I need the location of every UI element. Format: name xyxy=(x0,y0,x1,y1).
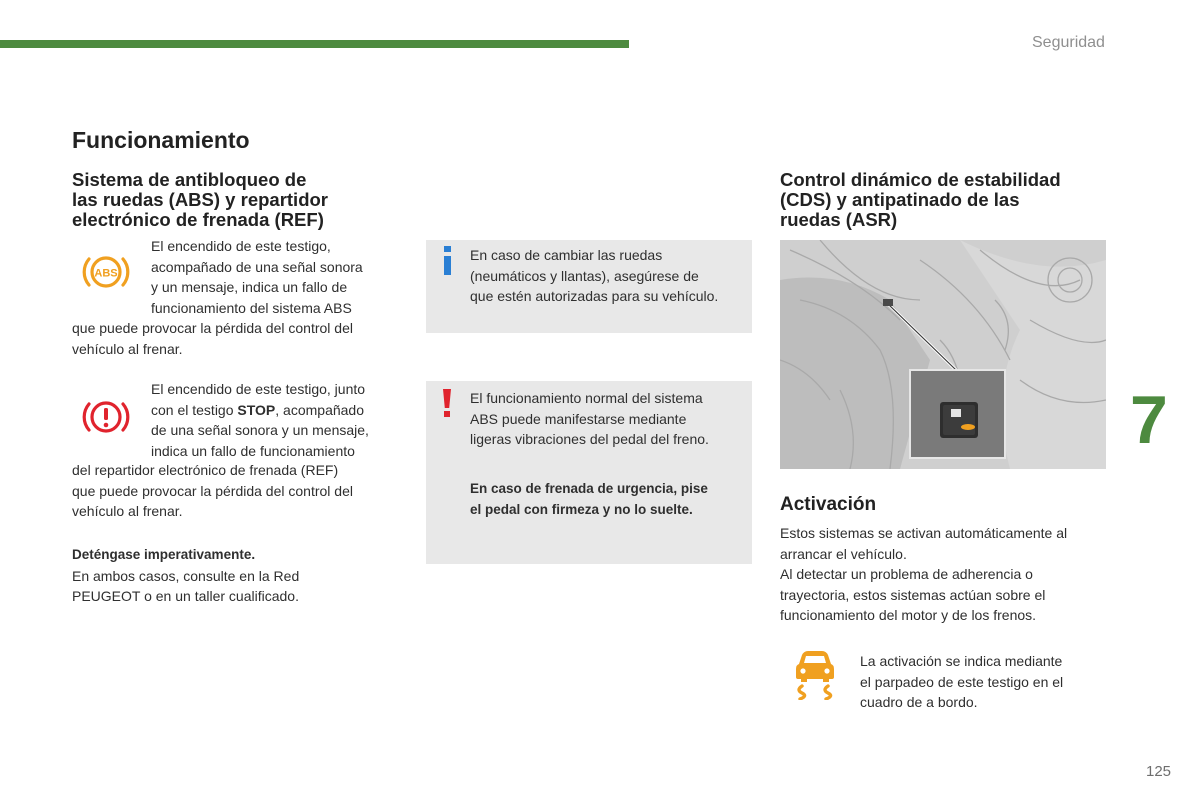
text-line: el parpadeo de este testigo en el xyxy=(860,673,1064,690)
abs-text-full xyxy=(72,318,353,359)
text-fragment: , acompañado xyxy=(275,401,364,418)
text-line: La activación se indica mediante xyxy=(860,653,1063,669)
text-fragment: con el testigo xyxy=(151,401,238,418)
skidding-car-icon xyxy=(792,650,838,700)
stop-label: STOP xyxy=(237,401,276,418)
text-line: funcionamiento del motor y de los frenos. xyxy=(780,607,1037,623)
text-line: acompañado de una señal sonora xyxy=(151,258,363,275)
heading-line: electrónico de frenada (REF) xyxy=(72,209,324,230)
text-line: que puede provocar la pérdida del control del xyxy=(72,482,353,499)
abs-ref-heading xyxy=(72,170,328,230)
text-line: de una señal sonora y un mensaje, xyxy=(151,422,369,438)
text-line: PEUGEOT o en un taller cualificado. xyxy=(72,588,299,604)
info-icon xyxy=(441,246,455,276)
dashboard-illustration xyxy=(780,240,1106,469)
abs-warning-icon xyxy=(80,250,132,294)
text-line: del repartidor electrónico de frenada (REF) xyxy=(72,462,339,478)
stop-note-bold: Deténgase imperativamente. xyxy=(72,547,256,562)
text-line: El encendido de este testigo, junto xyxy=(151,381,366,397)
text-line: En ambos casos, consulte en la Red xyxy=(72,567,300,584)
text-line: ABS puede manifestarse mediante xyxy=(470,410,687,427)
text-line: cuadro de a bordo. xyxy=(860,694,978,710)
chapter-number: 7 xyxy=(1130,382,1168,458)
abs-text-indented xyxy=(151,236,363,318)
text-line: el pedal con firmeza y no lo suelte. xyxy=(470,501,693,517)
text-line: Estos sistemas se activan automáticamente al xyxy=(780,525,1068,541)
exclamation-icon xyxy=(441,389,453,417)
text-line: vehículo al frenar. xyxy=(72,503,183,519)
text-line: En caso de cambiar las ruedas xyxy=(470,247,663,263)
activation-text xyxy=(780,523,1067,626)
heading-line: (CDS) y antipatinado de las xyxy=(780,189,1020,210)
text-line: En caso de frenada de urgencia, pise xyxy=(470,481,708,496)
text-line: funcionamiento del sistema ABS xyxy=(151,299,352,316)
ref-text-indented xyxy=(151,379,369,461)
text-line: que puede provocar la pérdida del control del xyxy=(72,320,353,336)
text-line: arrancar el vehículo. xyxy=(780,545,907,562)
svg-text:ABS: ABS xyxy=(94,267,118,280)
page-title: Funcionamiento xyxy=(72,127,250,153)
heading-line: Control dinámico de estabilidad xyxy=(780,169,1061,190)
text-line: indica un fallo de funcionamiento xyxy=(151,442,355,459)
heading-line: ruedas (ASR) xyxy=(780,209,898,230)
text-line: y un mensaje, indica un fallo de xyxy=(151,279,348,295)
text-line: El encendido de este testigo, xyxy=(151,238,331,254)
text-line: Al detectar un problema de adherencia o xyxy=(780,566,1033,582)
text-line: vehículo al frenar. xyxy=(72,340,183,357)
activation-heading: Activación xyxy=(780,494,877,515)
text-line: (neumáticos y llantas), asegúrese de xyxy=(470,267,699,284)
text-line: que estén autorizadas para su vehículo. xyxy=(470,288,719,304)
text-line: trayectoria, estos sistemas actúan sobre el xyxy=(780,586,1046,603)
header-green-bar xyxy=(0,40,629,48)
page-number: 125 xyxy=(1146,763,1172,780)
info-box-text xyxy=(470,245,718,307)
heading-line: las ruedas (ABS) y repartidor xyxy=(72,189,328,210)
warning-box-text xyxy=(470,388,709,450)
warning-box-bold-text xyxy=(470,479,708,520)
brake-warning-icon xyxy=(80,395,132,439)
cds-asr-heading xyxy=(780,170,1061,230)
text-line xyxy=(151,400,369,421)
indicator-text xyxy=(860,651,1063,713)
heading-line: Sistema de antibloqueo de xyxy=(72,169,307,190)
ref-text-full xyxy=(72,460,353,522)
section-label: Seguridad xyxy=(1032,34,1105,51)
stop-note xyxy=(72,545,299,607)
text-line: ligeras vibraciones del pedal del freno. xyxy=(470,431,709,447)
text-line: El funcionamiento normal del sistema xyxy=(470,390,703,406)
